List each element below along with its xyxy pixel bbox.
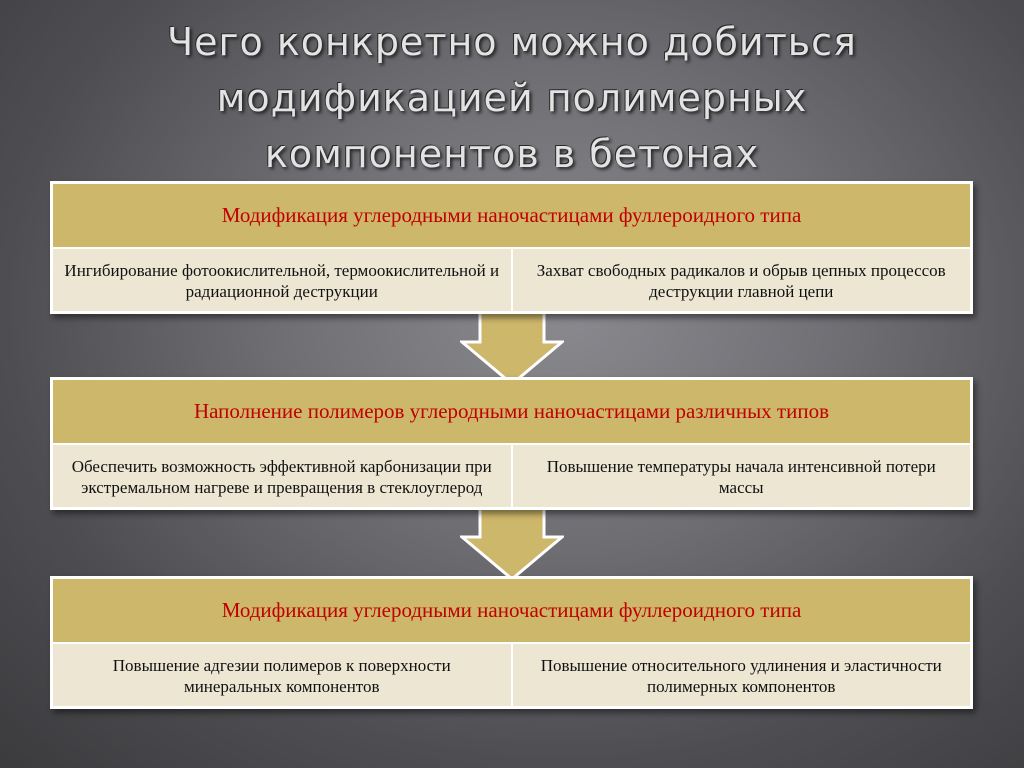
block-3-left-text: Повышение адгезии полимеров к поверхности минеральных компонентов (112, 656, 451, 696)
block-3-header: Модификация углеродными наночастицами фуллероидного типа (53, 579, 970, 644)
block-2-header: Наполнение полимеров углеродными наночастицами различных типов (53, 380, 970, 445)
block-2 (50, 377, 973, 510)
down-arrow-1 (460, 310, 564, 386)
title-line-3: компонентов в бетонах (264, 132, 760, 176)
slide-title (90, 14, 934, 182)
block-2-left-text: Обеспечить возможность эффективной карбонизации при экстремальном нагреве и превращения в стеклоуглерод (71, 457, 492, 497)
block-1-right-text: Захват свободных радикалов и обрыв цепных процессов деструкции главной цепи (511, 249, 971, 313)
block-1-left-text: Ингибирование фотоокислительной, термоокислительной и радиационной деструкции (64, 261, 500, 301)
title-line-1: Чего конкретно можно добиться (167, 20, 857, 64)
block-1 (50, 181, 973, 314)
block-1-header: Модификация углеродными наночастицами фуллероидного типа (53, 184, 970, 249)
title-line-2: модификацией полимерных (216, 76, 808, 120)
block-2-right-text: Повышение температуры начала интенсивной потери массы (511, 445, 971, 509)
block-3-right-text: Повышение относительного удлинения и эластичности полимерных компонентов (511, 644, 971, 708)
block-3 (50, 576, 973, 709)
down-arrow-2 (460, 505, 564, 581)
